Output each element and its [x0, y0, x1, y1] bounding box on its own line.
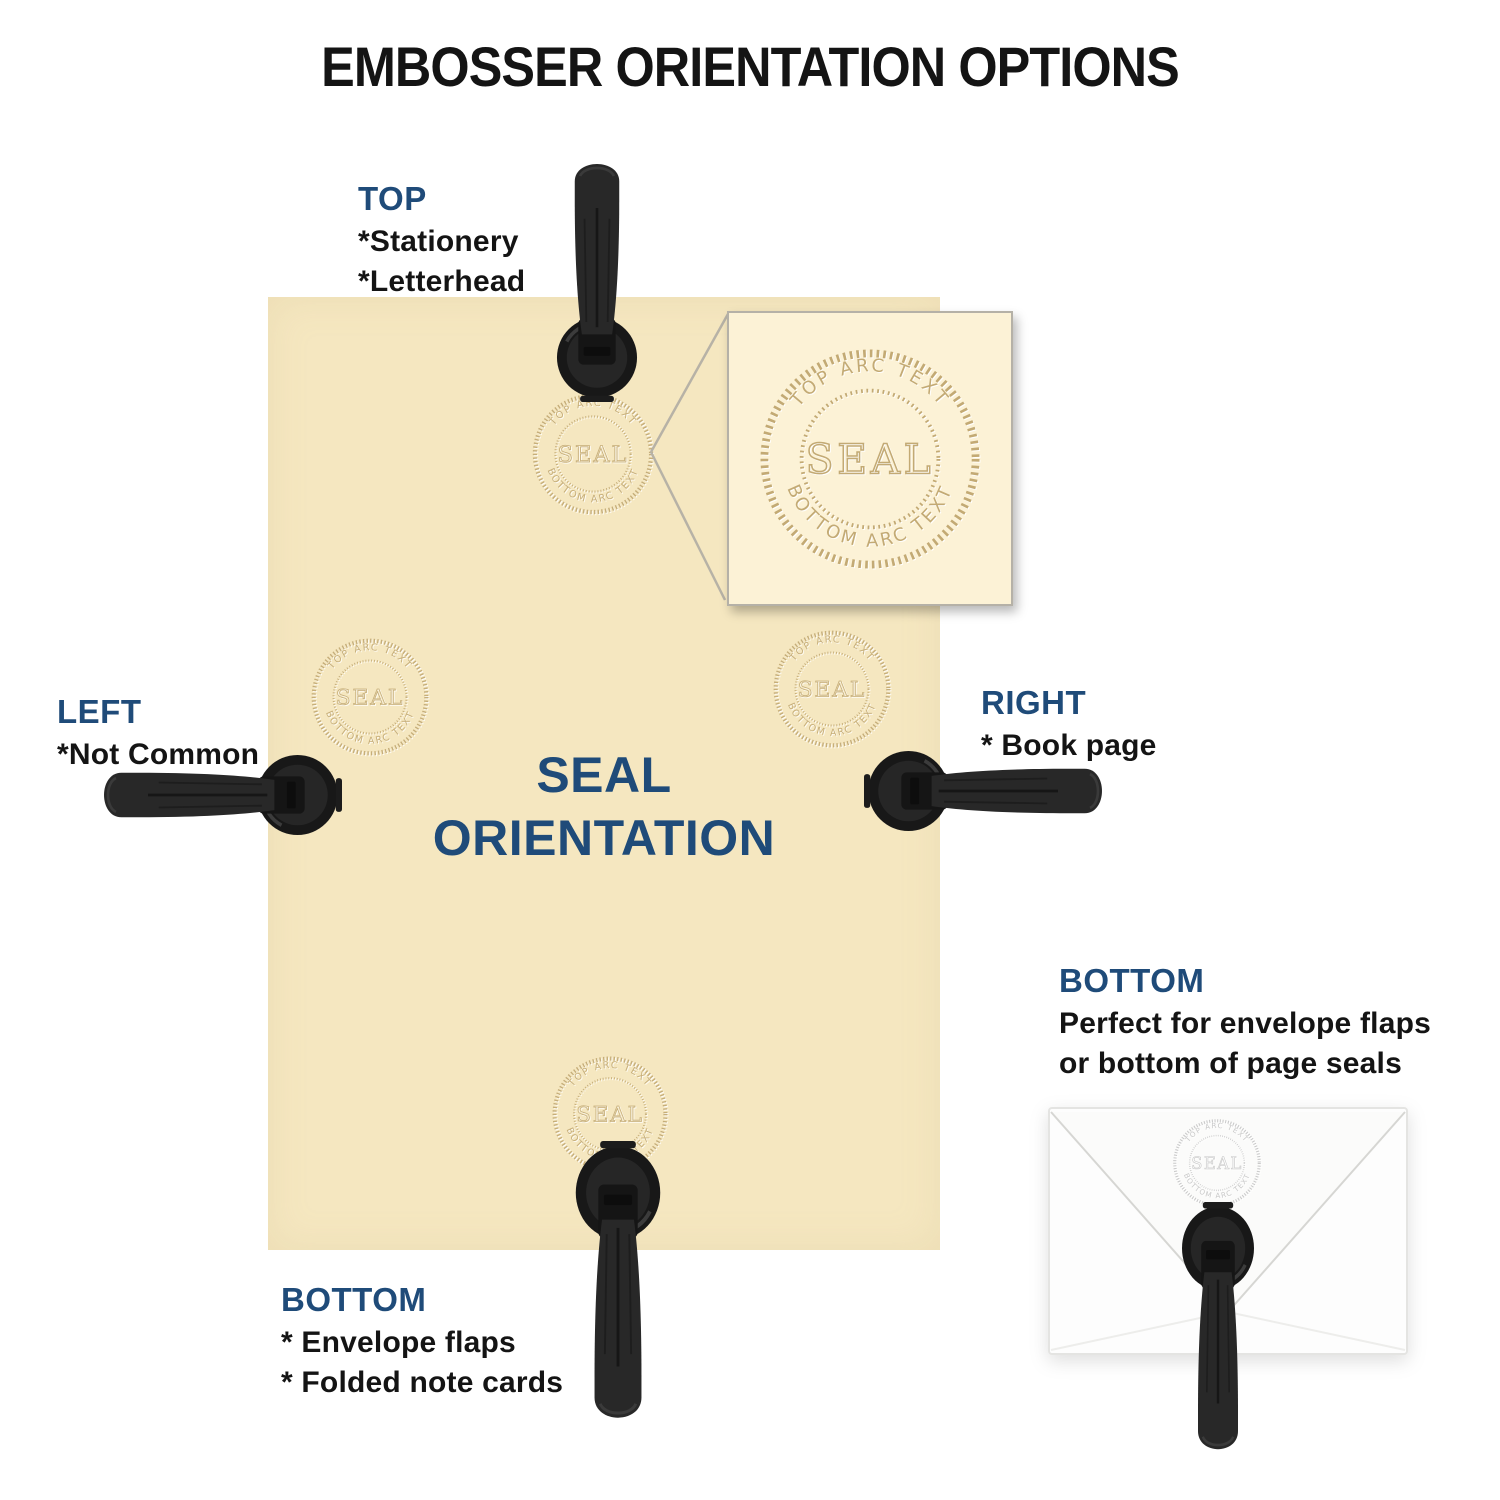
embosser-bottom [557, 1141, 679, 1441]
seal-orientation-line1: SEAL [536, 747, 672, 803]
seal-impression-envelope [1169, 1115, 1265, 1211]
annotation-bottom-right-item: or bottom of page seals [1059, 1046, 1402, 1080]
seal-impression-inset [750, 339, 990, 579]
annotation-top-item: *Stationery [358, 225, 519, 259]
annotation-left-heading: LEFT [57, 693, 142, 730]
seal-zoom-inset [727, 311, 1013, 606]
annotation-bottom-left-item: * Folded note cards [281, 1365, 564, 1399]
embosser-top [539, 144, 655, 402]
annotation-left-item: *Not Common [57, 738, 260, 772]
annotation-bottom-right [1059, 963, 1431, 1083]
annotation-bottom-left-heading: BOTTOM [281, 1281, 427, 1318]
seal-orientation-line2: ORIENTATION [432, 810, 776, 866]
page-title: EMBOSSER ORIENTATION OPTIONS [321, 35, 1179, 98]
annotation-bottom-right-heading: BOTTOM [1059, 962, 1205, 999]
annotation-right-heading: RIGHT [981, 684, 1087, 721]
seal-orientation-label [268, 744, 940, 870]
annotation-top [358, 181, 525, 301]
annotation-left [57, 694, 259, 775]
annotation-top-item: *Letterhead [358, 264, 526, 298]
annotation-right-item: * Book page [981, 729, 1157, 763]
annotation-bottom-right-item: Perfect for envelope flaps [1059, 1007, 1431, 1041]
seal-impression-top [527, 388, 659, 520]
embosser-envelope [1166, 1202, 1270, 1470]
annotation-right [981, 685, 1157, 766]
annotation-bottom-left [281, 1282, 563, 1402]
annotation-bottom-left-item: * Envelope flaps [281, 1326, 516, 1360]
annotation-top-heading: TOP [358, 180, 427, 217]
